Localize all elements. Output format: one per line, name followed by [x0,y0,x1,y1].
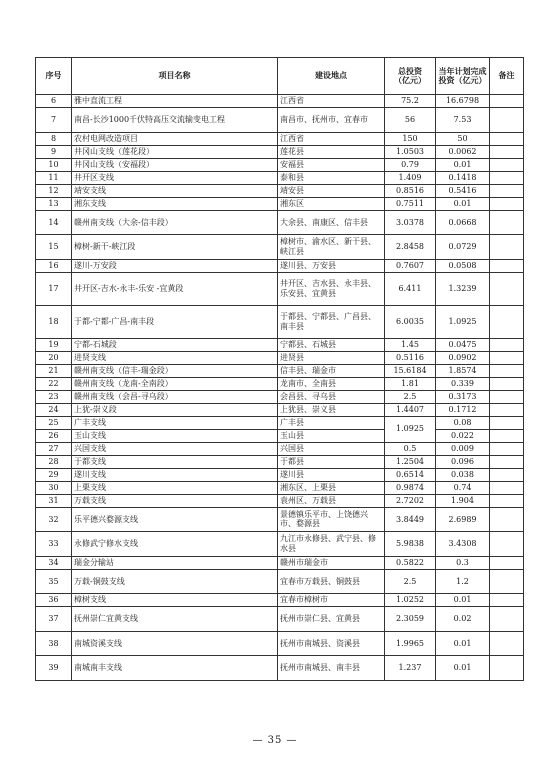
cell-location: 九江市永修县、武宁县、修水县 [278,532,385,557]
cell-no: 19 [36,338,72,351]
cell-remark [490,556,524,569]
cell-remark [490,569,524,594]
table-row [36,631,524,656]
cell-remark [490,184,524,197]
cell-no: 18 [36,305,72,338]
cell-location: 信丰县、瑞金市 [278,364,385,377]
cell-location: 抚州市崇仁县、宜黄县 [278,607,385,632]
cell-remark [490,171,524,184]
cell-invest: 1.0252 [385,594,436,607]
cell-name: 井冈山支线（莲花段） [72,145,278,158]
cell-location: 樟树市、渝水区、新干县、峡江县 [278,235,385,260]
cell-plan: 0.02 [436,607,490,632]
cell-no: 12 [36,184,72,197]
cell-location: 袁州区、万载县 [278,494,385,507]
cell-no: 8 [36,132,72,145]
cell-remark [490,507,524,532]
cell-remark [490,377,524,390]
cell-location: 井开区、吉水县、永丰县、乐安县、宜黄县 [278,272,385,305]
table-row [36,259,524,272]
cell-plan: 7.53 [436,108,490,133]
cell-location: 南昌市、抚州市、宜春市 [278,108,385,133]
cell-name: 永修武宁修水支线 [72,532,278,557]
cell-name: 瑞金分输站 [72,556,278,569]
header-name: 项目名称 [72,58,278,95]
cell-invest: 0.8516 [385,184,436,197]
cell-location: 泰和县 [278,171,385,184]
table-row [36,184,524,197]
cell-plan: 1.3239 [436,272,490,305]
cell-remark [490,481,524,494]
cell-location: 玉山县 [278,429,385,442]
cell-no: 36 [36,594,72,607]
table-row [36,145,524,158]
cell-location: 湘东区 [278,197,385,210]
cell-plan: 0.1712 [436,403,490,416]
table-row [36,235,524,260]
table-row [36,364,524,377]
cell-plan: 0.08 [436,416,490,429]
header-remark: 备注 [490,58,524,95]
page-number: — 35 — [252,735,298,746]
cell-location: 大余县、南康区、信丰县 [278,210,385,235]
cell-location: 抚州市南城县、南丰县 [278,656,385,681]
cell-invest: 1.4407 [385,403,436,416]
cell-invest: 75.2 [385,95,436,108]
cell-no: 22 [36,377,72,390]
cell-invest: 2.5 [385,390,436,403]
table-row [36,442,524,455]
cell-invest: 1.45 [385,338,436,351]
table-row [36,429,524,442]
cell-no: 11 [36,171,72,184]
cell-location: 宁都县、石城县 [278,338,385,351]
cell-location: 江西省 [278,132,385,145]
cell-location: 会昌县、寻乌县 [278,390,385,403]
cell-location: 莲花县 [278,145,385,158]
cell-name: 上栗支线 [72,481,278,494]
header-invest: 总投资 （亿元） [385,58,436,95]
cell-invest: 5.9838 [385,532,436,557]
cell-no: 20 [36,351,72,364]
table-row [36,305,524,338]
cell-plan: 0.01 [436,594,490,607]
cell-invest: 0.79 [385,158,436,171]
cell-location: 广丰县 [278,416,385,429]
cell-plan: 0.01 [436,158,490,171]
cell-name: 井开区支线 [72,171,278,184]
cell-plan: 0.0902 [436,351,490,364]
cell-no: 9 [36,145,72,158]
table-header-row [36,58,524,95]
cell-location: 进贤县 [278,351,385,364]
cell-location: 抚州市南城县、资溪县 [278,631,385,656]
cell-invest: 150 [385,132,436,145]
header-plan: 当年计划完成 投资（亿元） [436,58,490,95]
cell-name: 上犹-崇义段 [72,403,278,416]
table-row [36,95,524,108]
cell-name: 井开区-吉水-永丰-乐安 -宜黄段 [72,272,278,305]
cell-name: 井冈山支线（安福段） [72,158,278,171]
cell-invest: 1.9965 [385,631,436,656]
cell-location: 于都县 [278,455,385,468]
header-location: 建设地点 [278,58,385,95]
cell-no: 6 [36,95,72,108]
cell-location: 遂川县 [278,468,385,481]
cell-invest: 0.5822 [385,556,436,569]
cell-no: 27 [36,442,72,455]
cell-no: 13 [36,197,72,210]
cell-name: 万载支线 [72,494,278,507]
cell-name: 赣州南支线（大余-信丰段） [72,210,278,235]
cell-name: 乐平德兴婺源支线 [72,507,278,532]
table-row [36,416,524,429]
cell-no: 39 [36,656,72,681]
cell-invest: 0.7607 [385,259,436,272]
cell-name: 樟树-新干-峡江段 [72,235,278,260]
cell-invest: 1.2504 [385,455,436,468]
cell-remark [490,108,524,133]
cell-plan: 1.904 [436,494,490,507]
cell-no: 29 [36,468,72,481]
cell-plan: 0.0062 [436,145,490,158]
cell-no: 15 [36,235,72,260]
cell-invest: 2.7202 [385,494,436,507]
cell-location: 景德镇乐平市、上饶德兴市、婺源县 [278,507,385,532]
cell-invest: 15.6184 [385,364,436,377]
cell-name: 于都支线 [72,455,278,468]
cell-invest: 6.0035 [385,305,436,338]
cell-invest: 6.411 [385,272,436,305]
cell-no: 34 [36,556,72,569]
cell-remark [490,210,524,235]
cell-invest: 0.5116 [385,351,436,364]
cell-no: 38 [36,631,72,656]
cell-name: 靖安支线 [72,184,278,197]
cell-location: 赣州市瑞金市 [278,556,385,569]
table-row [36,468,524,481]
cell-remark [490,631,524,656]
cell-remark [490,158,524,171]
cell-name: 赣州南支线（会昌-寻乌段） [72,390,278,403]
cell-plan: 0.0508 [436,259,490,272]
cell-invest: 2.5 [385,569,436,594]
cell-invest: 1.0503 [385,145,436,158]
project-table [35,57,524,681]
cell-plan: 0.009 [436,442,490,455]
cell-invest: 0.7511 [385,197,436,210]
cell-no: 10 [36,158,72,171]
cell-plan: 2.6989 [436,507,490,532]
cell-invest: 1.0925 [385,416,436,442]
cell-name: 于都-宁都-广昌-南丰段 [72,305,278,338]
cell-plan: 0.0668 [436,210,490,235]
cell-invest: 1.81 [385,377,436,390]
cell-name: 雅中直流工程 [72,95,278,108]
cell-no: 25 [36,416,72,429]
table-row [36,569,524,594]
header-no: 序号 [36,58,72,95]
cell-no: 32 [36,507,72,532]
cell-no: 14 [36,210,72,235]
cell-remark [490,364,524,377]
cell-location: 于都县、宁都县、广昌县、南丰县 [278,305,385,338]
cell-invest: 2.8458 [385,235,436,260]
cell-plan: 0.0729 [436,235,490,260]
table-row [36,594,524,607]
table-row [36,656,524,681]
cell-plan: 3.4308 [436,532,490,557]
cell-invest: 56 [385,108,436,133]
cell-plan: 1.0925 [436,305,490,338]
cell-remark [490,197,524,210]
cell-plan: 0.038 [436,468,490,481]
cell-location: 龙南市、全南县 [278,377,385,390]
cell-plan: 0.74 [436,481,490,494]
cell-remark [490,416,524,429]
table-row [36,532,524,557]
cell-no: 23 [36,390,72,403]
cell-plan: 0.3173 [436,390,490,403]
table-row [36,158,524,171]
cell-name: 赣州南支线（信丰-瑞金段） [72,364,278,377]
table-row [36,108,524,133]
cell-remark [490,272,524,305]
table-row [36,338,524,351]
cell-remark [490,607,524,632]
cell-name: 玉山支线 [72,429,278,442]
cell-name: 南城南丰支线 [72,656,278,681]
cell-plan: 0.5416 [436,184,490,197]
cell-no: 33 [36,532,72,557]
cell-name: 遂川-万安段 [72,259,278,272]
cell-no: 21 [36,364,72,377]
table-row [36,556,524,569]
table-row [36,494,524,507]
cell-remark [490,403,524,416]
cell-no: 16 [36,259,72,272]
cell-plan: 0.01 [436,656,490,681]
table-row [36,210,524,235]
table-row [36,390,524,403]
cell-remark [490,429,524,442]
cell-remark [490,95,524,108]
cell-no: 24 [36,403,72,416]
table-row [36,272,524,305]
cell-no: 35 [36,569,72,594]
table-row [36,507,524,532]
cell-plan: 0.01 [436,197,490,210]
cell-plan: 1.8574 [436,364,490,377]
cell-no: 17 [36,272,72,305]
table-row [36,132,524,145]
cell-remark [490,338,524,351]
cell-remark [490,494,524,507]
cell-invest: 1.409 [385,171,436,184]
cell-plan: 0.022 [436,429,490,442]
cell-remark [490,594,524,607]
table-row [36,481,524,494]
cell-remark [490,351,524,364]
cell-no: 26 [36,429,72,442]
cell-location: 兴国县 [278,442,385,455]
cell-name: 南城资溪支线 [72,631,278,656]
cell-name: 万载-铜鼓支线 [72,569,278,594]
table-row [36,171,524,184]
cell-location: 宜春市万载县、铜鼓县 [278,569,385,594]
cell-invest: 0.9874 [385,481,436,494]
cell-no: 7 [36,108,72,133]
table-row [36,455,524,468]
cell-location: 宜春市樟树市 [278,594,385,607]
cell-name: 赣州南支线（龙南-全南段） [72,377,278,390]
cell-plan: 0.0475 [436,338,490,351]
cell-remark [490,305,524,338]
cell-location: 上犹县、崇义县 [278,403,385,416]
cell-name: 抚州崇仁宜黄支线 [72,607,278,632]
cell-invest: 0.5 [385,442,436,455]
cell-name: 遂川支线 [72,468,278,481]
cell-name: 宁都-石城段 [72,338,278,351]
cell-no: 30 [36,481,72,494]
table-row [36,403,524,416]
cell-plan: 16.6798 [436,95,490,108]
cell-remark [490,532,524,557]
cell-invest: 0.6514 [385,468,436,481]
cell-remark [490,145,524,158]
cell-remark [490,235,524,260]
cell-name: 兴国支线 [72,442,278,455]
table-row [36,351,524,364]
table-row [36,377,524,390]
cell-remark [490,259,524,272]
cell-remark [490,455,524,468]
cell-plan: 0.1418 [436,171,490,184]
cell-location: 安福县 [278,158,385,171]
cell-invest: 3.0378 [385,210,436,235]
cell-name: 广丰支线 [72,416,278,429]
cell-name: 南昌-长沙1000千伏特高压交流输变电工程 [72,108,278,133]
cell-remark [490,468,524,481]
cell-name: 农村电网改造项目 [72,132,278,145]
cell-remark [490,390,524,403]
cell-invest: 1.237 [385,656,436,681]
cell-remark [490,132,524,145]
cell-plan: 1.2 [436,569,490,594]
cell-remark [490,442,524,455]
cell-remark [490,656,524,681]
cell-location: 江西省 [278,95,385,108]
table-row [36,197,524,210]
cell-plan: 50 [436,132,490,145]
cell-invest: 2.3059 [385,607,436,632]
cell-no: 37 [36,607,72,632]
cell-location: 遂川县、万安县 [278,259,385,272]
cell-location: 湘东区、上栗县 [278,481,385,494]
cell-invest: 3.8449 [385,507,436,532]
cell-no: 31 [36,494,72,507]
cell-location: 靖安县 [278,184,385,197]
table-row [36,607,524,632]
cell-no: 28 [36,455,72,468]
cell-plan: 0.01 [436,631,490,656]
cell-name: 樟树支线 [72,594,278,607]
cell-name: 进贤支线 [72,351,278,364]
cell-plan: 0.096 [436,455,490,468]
cell-plan: 0.339 [436,377,490,390]
cell-plan: 0.3 [436,556,490,569]
cell-name: 湘东支线 [72,197,278,210]
